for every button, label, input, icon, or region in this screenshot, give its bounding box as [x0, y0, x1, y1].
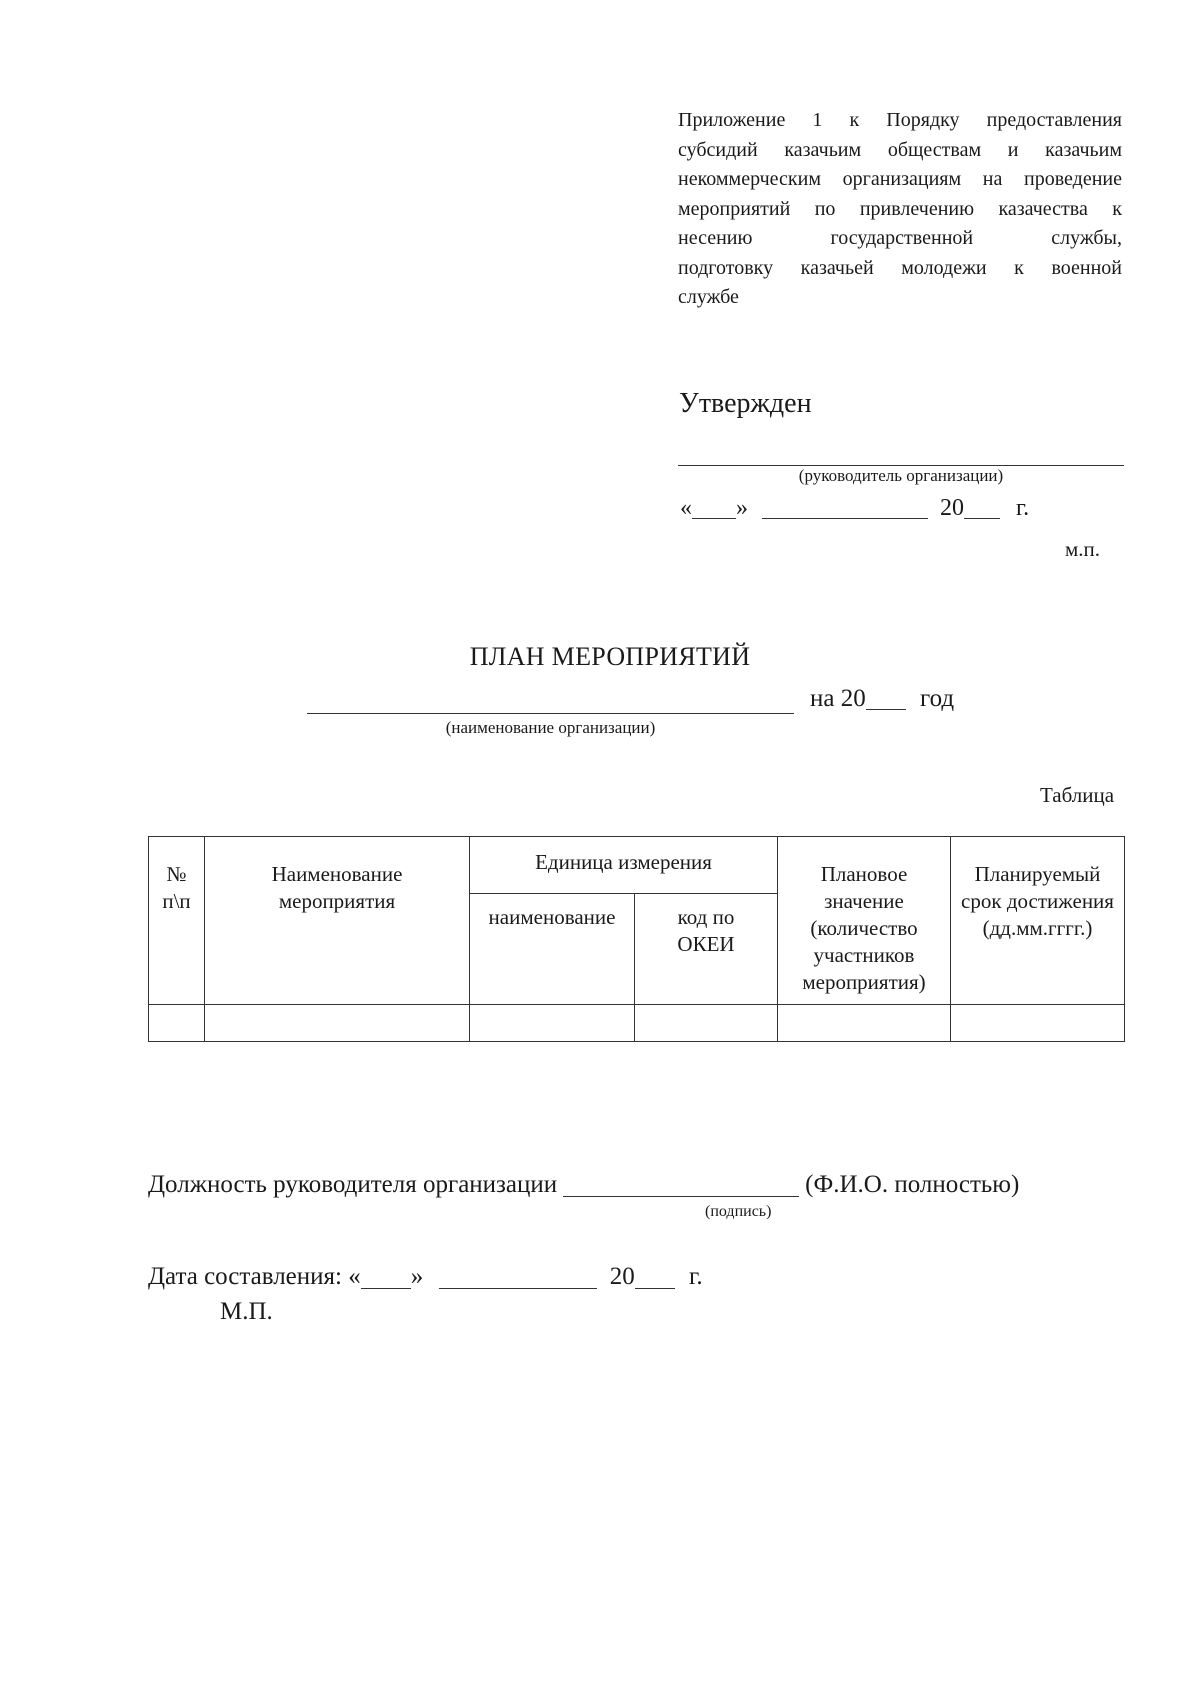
cell-event-name[interactable]	[205, 1005, 470, 1042]
header-planned-date: Планируемый срок достижения (дд.мм.гггг.)	[951, 837, 1125, 1005]
appendix-line: некоммерческим организациям на проведение	[678, 168, 1122, 190]
header-unit: Единица измерения	[470, 837, 778, 894]
header-event-name: Наименование мероприятия	[205, 837, 470, 1005]
position-label: Должность руководителя организации	[148, 1171, 558, 1198]
header-planned-value: Плановое значение (количество участников мероприятия)	[778, 837, 951, 1005]
compilation-date-label: Дата составления: «	[148, 1263, 361, 1290]
header-unit-name: наименование	[470, 894, 635, 1005]
cell-unit-code[interactable]	[635, 1005, 778, 1042]
approval-year-suffix: г.	[1016, 495, 1030, 521]
table-label: Таблица	[1040, 783, 1115, 807]
appendix-reference	[678, 106, 1122, 313]
approval-date-close-quote: »	[736, 495, 748, 521]
plan-year-blank[interactable]	[866, 685, 906, 710]
plan-title: ПЛАН МЕРОПРИЯТИЙ	[469, 642, 751, 671]
events-plan-table	[148, 836, 1125, 1042]
cell-number[interactable]	[149, 1005, 205, 1042]
signature-line	[148, 1170, 1019, 1199]
cell-unit-name[interactable]	[470, 1005, 635, 1042]
plan-year-prefix: на 20	[810, 685, 866, 712]
approval-year-blank[interactable]	[964, 494, 1000, 519]
signature-blank[interactable]	[563, 1170, 799, 1197]
approved-heading: Утвержден	[679, 388, 812, 419]
compilation-date-close-quote: »	[410, 1263, 424, 1290]
approval-year-prefix: 20	[940, 495, 964, 521]
table-header-row	[149, 837, 1125, 894]
signature-caption: (подпись)	[705, 1203, 772, 1220]
approval-date-open-quote: «	[680, 495, 692, 521]
plan-year-suffix: год	[919, 685, 955, 712]
cell-planned-date[interactable]	[951, 1005, 1125, 1042]
appendix-line: подготовку казачьей молодежи к военной	[678, 256, 1122, 279]
appendix-line: службе	[678, 286, 739, 308]
header-number: № п\п	[149, 837, 205, 1005]
head-of-organization-caption: (руководитель организации)	[798, 466, 1004, 485]
fio-label: (Ф.И.О. полностью)	[805, 1171, 1020, 1198]
table-row	[149, 1005, 1125, 1042]
approval-day-blank[interactable]	[692, 494, 736, 519]
header-unit-code: код по ОКЕИ	[635, 894, 778, 1005]
compilation-year-blank[interactable]	[635, 1262, 675, 1289]
approval-stamp-place: м.п.	[1065, 537, 1101, 561]
plan-year	[810, 685, 954, 713]
compilation-year-prefix: 20	[609, 1263, 635, 1290]
appendix-line: несению государственной службы,	[678, 227, 1122, 249]
appendix-line: Приложение 1 к Порядку предоставления	[678, 109, 1122, 131]
cell-planned-value[interactable]	[778, 1005, 951, 1042]
compilation-day-blank[interactable]	[361, 1262, 411, 1289]
compilation-year-suffix: г.	[688, 1263, 703, 1290]
appendix-line: субсидий казачьим обществам и казачьим	[678, 138, 1122, 161]
organization-name-line[interactable]	[307, 713, 794, 714]
compilation-month-blank[interactable]	[439, 1262, 597, 1289]
appendix-line: мероприятий по привлечению казачества к	[678, 197, 1122, 220]
compilation-stamp-place: М.П.	[220, 1298, 273, 1325]
organization-name-caption: (наименование организации)	[445, 718, 656, 737]
compilation-date	[148, 1262, 703, 1291]
approval-date	[680, 494, 1029, 522]
approval-month-blank[interactable]	[762, 494, 928, 519]
